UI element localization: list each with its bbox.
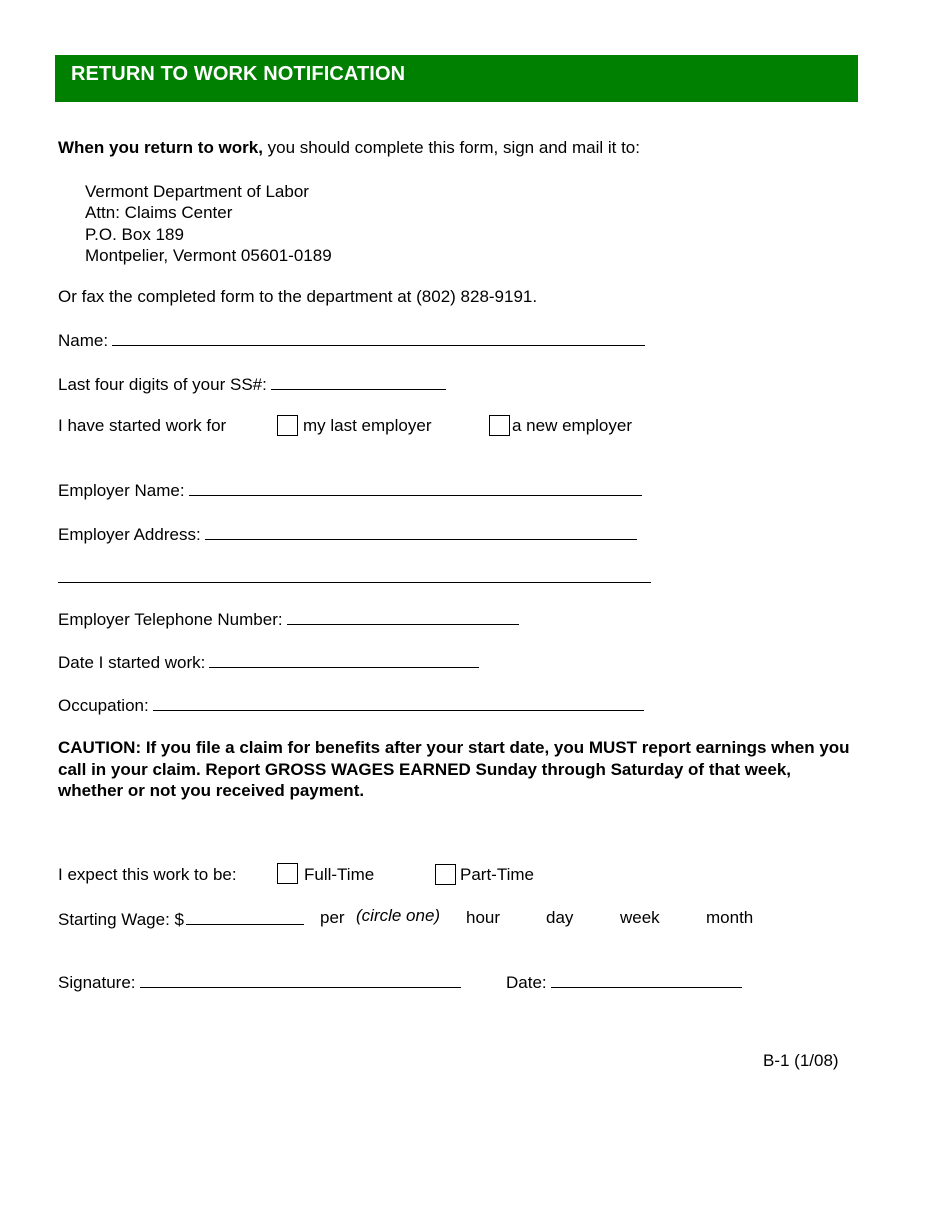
date-field[interactable] (551, 971, 742, 988)
employer-phone-row (58, 608, 519, 630)
intro-text (58, 138, 640, 158)
starting-wage-label: Starting Wage: $ (58, 910, 184, 929)
employer-phone-label: Employer Telephone Number: (58, 610, 283, 629)
full-time-checkbox[interactable] (277, 863, 298, 884)
address-line: Attn: Claims Center (85, 203, 233, 223)
fax-instructions: Or fax the completed form to the department at (802) 828-9191. (58, 287, 538, 306)
signature-label: Signature: (58, 973, 136, 992)
wage-unit-week[interactable]: week (620, 908, 660, 927)
intro-lead: When you return to work, (58, 138, 263, 157)
new-employer-checkbox[interactable] (489, 415, 510, 436)
date-started-field[interactable] (209, 651, 479, 668)
new-employer-label: a new employer (512, 416, 633, 435)
occupation-label: Occupation: (58, 696, 149, 715)
address-line: Vermont Department of Labor (85, 182, 309, 201)
mailing-address (85, 181, 332, 266)
employer-address-row (58, 523, 637, 545)
employer-name-label: Employer Name: (58, 481, 185, 500)
last-employer-checkbox[interactable] (277, 415, 298, 436)
employer-address-label: Employer Address: (58, 525, 201, 544)
employer-address-line-2[interactable] (58, 566, 651, 583)
employer-name-field[interactable] (189, 479, 642, 496)
intro-rest: you should complete this form, sign and mail it to: (262, 138, 640, 157)
employer-address-field[interactable] (205, 523, 637, 540)
name-row (58, 329, 645, 351)
wage-unit-month[interactable]: month (706, 908, 754, 927)
name-label: Name: (58, 331, 109, 350)
ssn-row (58, 373, 446, 395)
circle-one-note: (circle one) (356, 906, 441, 925)
occupation-field[interactable] (153, 694, 644, 711)
signature-field[interactable] (140, 971, 461, 988)
date-row (506, 971, 742, 993)
address-line: Montpelier, Vermont 05601-0189 (85, 245, 332, 265)
part-time-label: Part-Time (460, 865, 534, 884)
name-field[interactable] (112, 329, 645, 346)
date-started-label: Date I started work: (58, 653, 206, 672)
date-started-row (58, 651, 479, 673)
form-code: B-1 (1/08) (763, 1051, 839, 1070)
starting-wage-row (58, 908, 304, 930)
wage-per-label: per (320, 908, 345, 927)
started-for-label: I have started work for (58, 416, 227, 435)
date-label: Date: (506, 973, 547, 992)
part-time-checkbox[interactable] (435, 864, 456, 885)
signature-row (58, 971, 461, 993)
full-time-label: Full-Time (304, 865, 375, 884)
caution-notice: CAUTION: If you file a claim for benefits after your start date, you MUST report earnings when you call in your claim. Report GROSS WAGES EARNED Sunday through Saturday of that week, whether or not you received payment. (58, 738, 850, 800)
form-title: RETURN TO WORK NOTIFICATION (71, 63, 406, 85)
work-type-label: I expect this work to be: (58, 865, 237, 884)
wage-unit-day[interactable]: day (546, 908, 574, 927)
employer-phone-field[interactable] (287, 608, 519, 625)
starting-wage-field[interactable] (186, 908, 304, 925)
header-bar (55, 55, 858, 102)
occupation-row (58, 694, 644, 716)
ssn-label: Last four digits of your SS#: (58, 375, 267, 394)
address-line: P.O. Box 189 (85, 224, 184, 244)
last-employer-label: my last employer (303, 416, 432, 435)
ssn-field[interactable] (271, 373, 446, 390)
wage-unit-hour[interactable]: hour (466, 908, 501, 927)
employer-name-row (58, 479, 642, 501)
